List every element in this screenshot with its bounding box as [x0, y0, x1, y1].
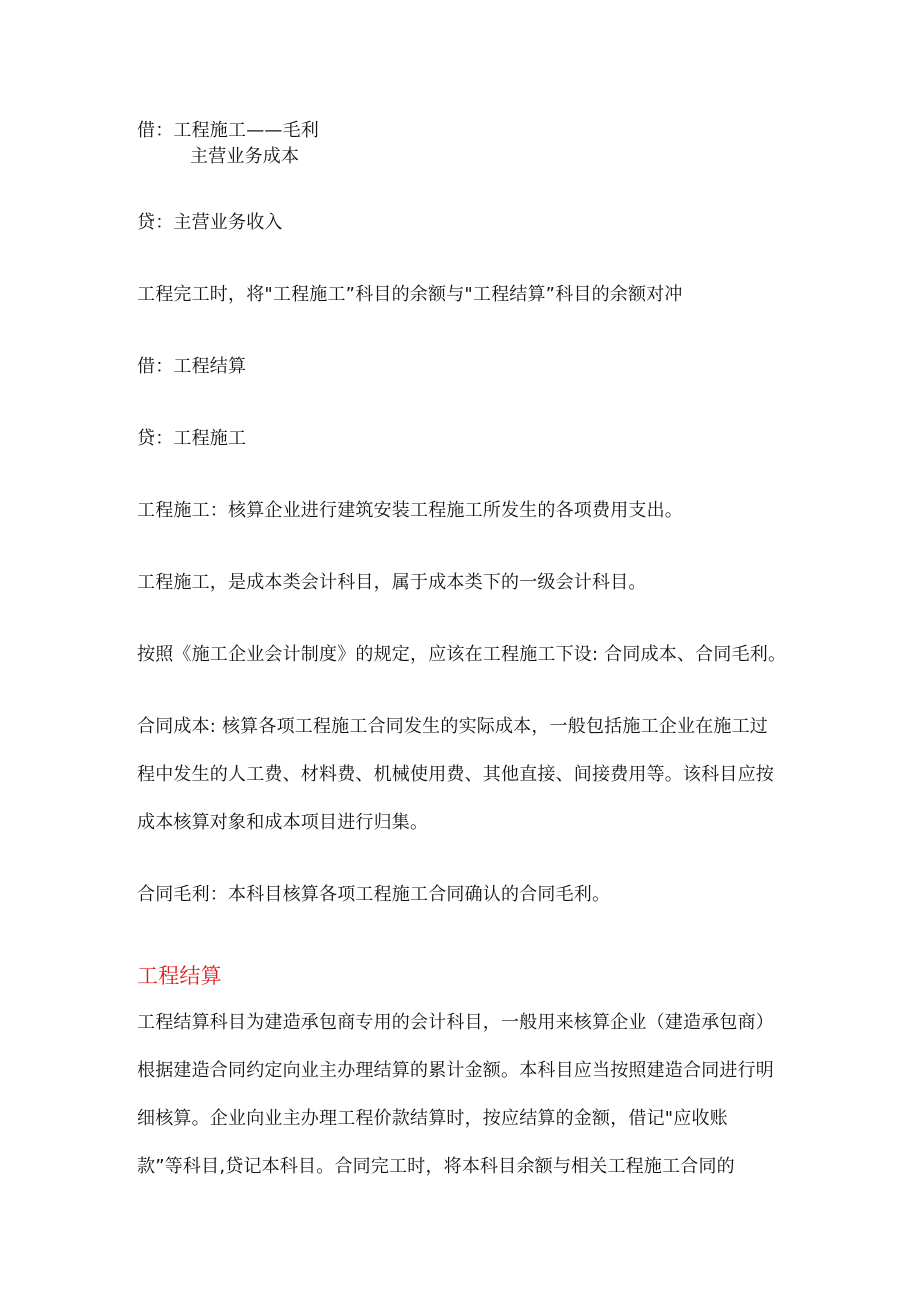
completion-offset-note: 工程完工时，将"工程施工”科目的余额与"工程结算”科目的余额对冲	[137, 284, 683, 305]
contract-cost-line-3: 成本核算对象和成本项目进行归集。	[137, 812, 429, 833]
entry-debit-main-business-cost: 主营业务成本	[190, 146, 300, 167]
contract-gross-profit: 合同毛利：本科目核算各项工程施工合同确认的合同毛利。	[137, 884, 611, 905]
contract-cost-line-1: 合同成本: 核算各项工程施工合同发生的实际成本，一般包括施工企业在施工过	[137, 716, 768, 737]
settlement-paragraph-line-4: 款”等科目,贷记本科目。合同完工时，将本科目余额与相关工程施工合同的	[137, 1156, 735, 1177]
settlement-paragraph-line-2: 根据建造合同约定向业主办理结算的累计金额。本科目应当按照建造合同进行明	[137, 1060, 774, 1081]
entry-debit-project-settlement: 借：工程结算	[137, 356, 247, 377]
entry-credit-main-business-revenue: 贷：主营业务收入	[137, 212, 283, 233]
construction-account-type: 工程施工，是成本类会计科目，属于成本类下的一级会计科目。	[137, 572, 647, 593]
construction-subaccounts: 按照《施工企业会计制度》的规定，应该在工程施工下设: 合同成本、合同毛利。	[137, 644, 787, 665]
entry-debit-gross-profit: 借：工程施工——毛利	[137, 120, 319, 141]
contract-cost-line-2: 程中发生的人工费、材料费、机械使用费、其他直接、间接费用等。该科目应按	[137, 764, 774, 785]
entry-credit-project-construction: 贷：工程施工	[137, 428, 247, 449]
settlement-paragraph-line-3: 细核算。企业向业主办理工程价款结算时，按应结算的金额，借记"应收账	[137, 1108, 728, 1129]
construction-definition: 工程施工：核算企业进行建筑安装工程施工所发生的各项费用支出。	[137, 500, 683, 521]
section-heading-project-settlement: 工程结算	[137, 964, 222, 988]
settlement-paragraph-line-1: 工程结算科目为建造承包商专用的会计科目，一般用来核算企业（建造承包商）	[137, 1012, 774, 1033]
